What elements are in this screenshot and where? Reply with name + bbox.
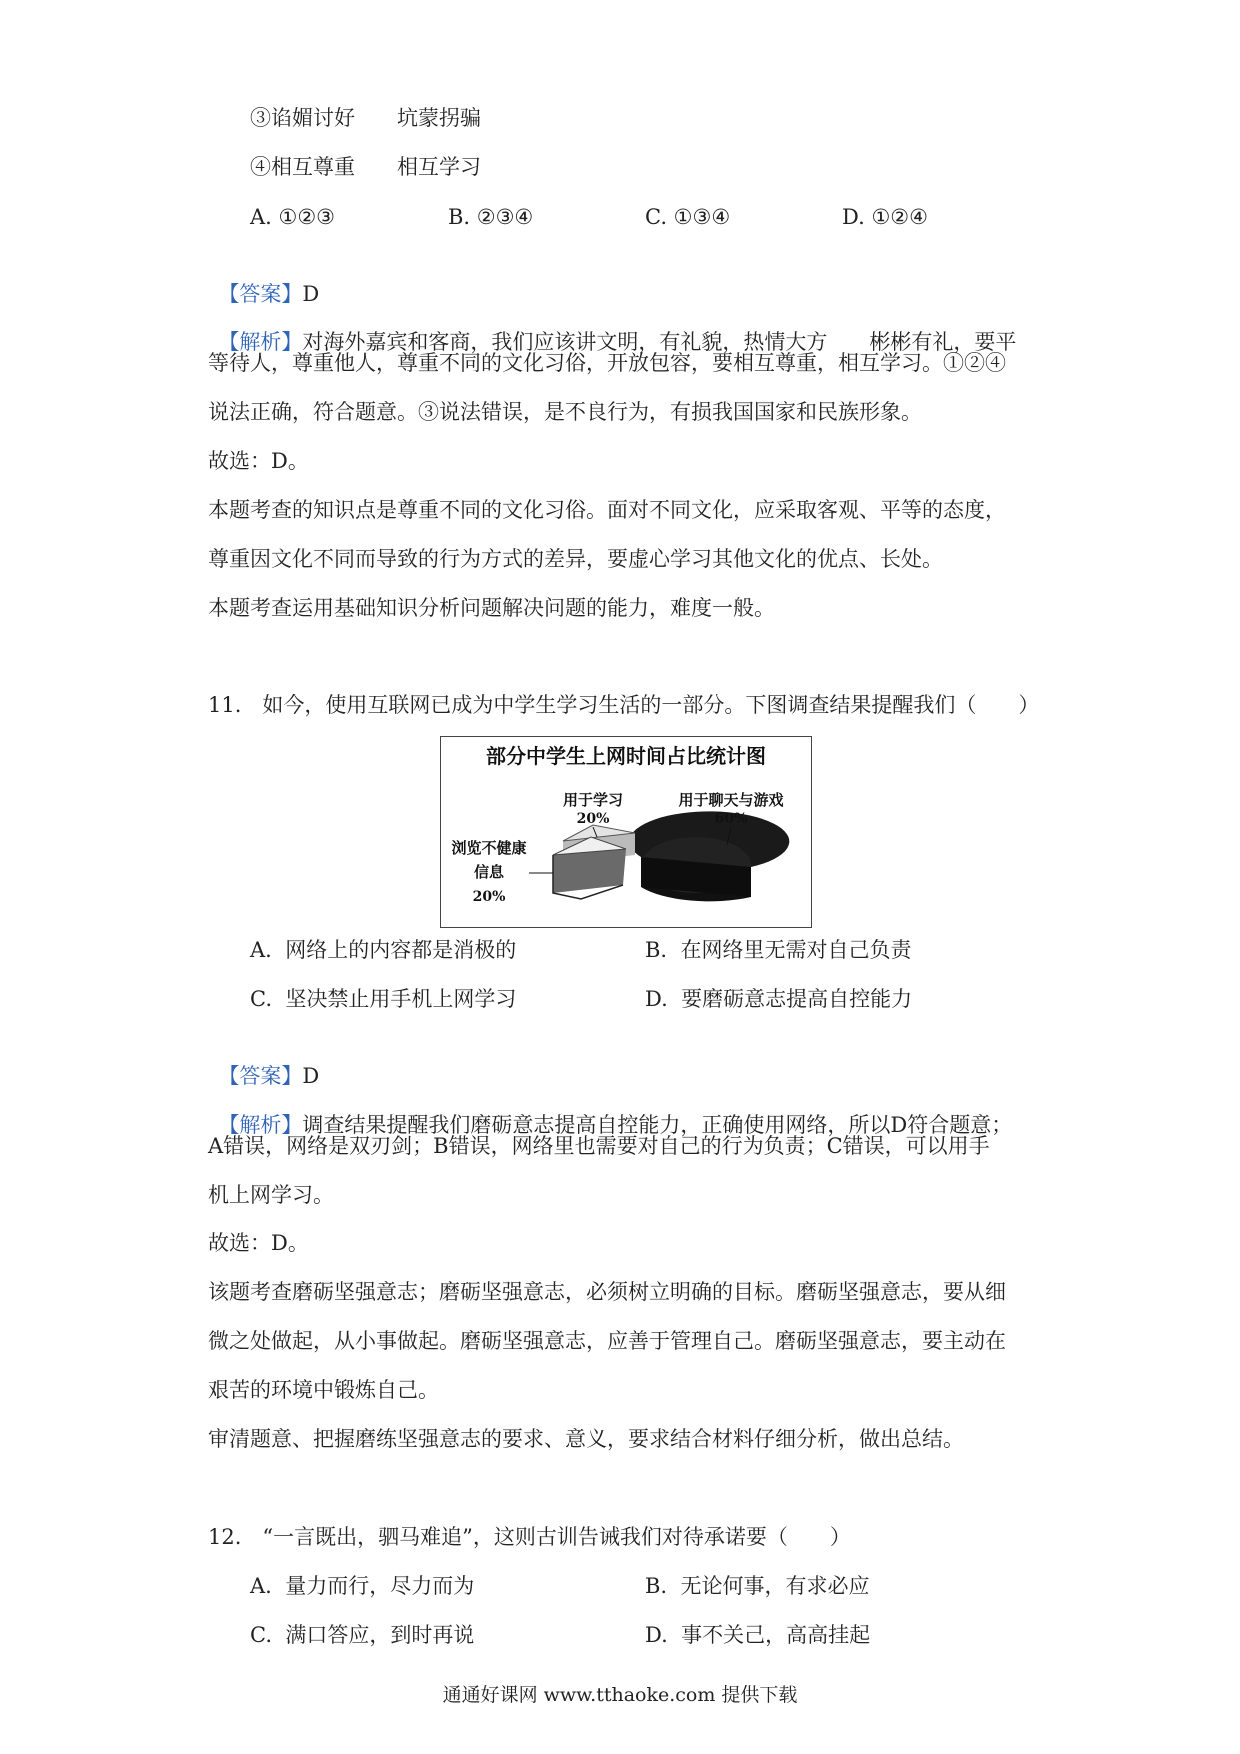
q11-note-1: 该题考查磨砺坚强意志；磨砺坚强意志，必须树立明确的目标。磨砺坚强意志，要从细	[208, 1280, 1006, 1304]
q10-note-2: 尊重因文化不同而导致的行为方式的差异，要虚心学习其他文化的优点、长处。	[208, 547, 943, 571]
q10-choose: 故选：D。	[208, 449, 309, 473]
q10-analysis-line-2: 等待人，尊重他人，尊重不同的文化习俗，开放包容，要相互尊重，相互学习。①②④	[208, 351, 1006, 375]
analysis-tag: 【解析】	[218, 1113, 303, 1137]
q11-answer-line	[205, 1034, 319, 1090]
q11-choice-b: B. 在网络里无需对自己负责	[645, 938, 912, 962]
page-footer: 通通好课网 www.tthaoke.com 提供下载	[442, 1684, 798, 1706]
q11-note-4: 审清题意、把握磨练坚强意志的要求、意义，要求结合材料仔细分析，做出总结。	[208, 1427, 964, 1451]
slice-chat-games	[629, 811, 789, 901]
chart-title: 部分中学生上网时间占比统计图	[486, 746, 766, 768]
q12-choice-b: B. 无论何事，有求必应	[645, 1574, 870, 1598]
label-study: 用于学习	[562, 791, 624, 809]
q11-choice-d: D. 要磨砺意志提高自控能力	[645, 987, 913, 1011]
answer-tag: 【答案】	[218, 1064, 303, 1088]
q10-analysis-line-3: 说法正确，符合题意。③说法错误，是不良行为，有损我国国家和民族形象。	[208, 400, 922, 424]
q11-analysis-line-1	[205, 1083, 1012, 1139]
answer-value: D	[302, 1064, 320, 1088]
value-chat-games: 60%	[714, 811, 748, 827]
q10-note-3: 本题考查运用基础知识分析问题解决问题的能力，难度一般。	[208, 596, 775, 620]
q10-choice-a: A. ①②③	[250, 205, 335, 229]
q11-analysis-line-2: A错误，网络是双刃剑；B错误，网络里也需要对自己的行为负责；C错误，可以用手	[208, 1134, 990, 1158]
analysis-text: 对海外嘉宾和客商，我们应该讲文明，有礼貌，热情大方 彬彬有礼，要平	[302, 330, 1017, 354]
q11-note-3: 艰苦的环境中锻炼自己。	[208, 1378, 439, 1402]
q12-choice-a: A. 量力而行，尽力而为	[250, 1574, 475, 1598]
answer-value: D	[302, 282, 320, 306]
q11-choose: 故选：D。	[208, 1231, 309, 1255]
pie-chart	[440, 736, 812, 928]
q10-choice-b: B. ②③④	[448, 205, 534, 229]
q11-stem: 11. 如今，使用互联网已成为中学生学习生活的一部分。下图调查结果提醒我们（ ）	[208, 693, 1040, 717]
q12-choice-d: D. 事不关己，高高挂起	[645, 1623, 871, 1647]
label-chat-games: 用于聊天与游戏	[678, 791, 784, 809]
label-unhealthy-2: 信息	[473, 863, 505, 881]
q11-analysis-line-3: 机上网学习。	[208, 1183, 334, 1207]
q12-choice-c: C. 满口答应，到时再说	[250, 1623, 475, 1647]
q10-option-4: ④相互尊重 相互学习	[250, 155, 481, 179]
analysis-text: 调查结果提醒我们磨砺意志提高自控能力，正确使用网络，所以D符合题意；	[302, 1113, 1013, 1137]
q10-analysis-line-1	[205, 300, 1016, 356]
value-study: 20%	[576, 811, 610, 827]
q10-note-1: 本题考查的知识点是尊重不同的文化习俗。面对不同文化，应采取客观、平等的态度，	[208, 498, 1006, 522]
q11-note-2: 微之处做起，从小事做起。磨砺坚强意志，应善于管理自己。磨砺坚强意志，要主动在	[208, 1329, 1006, 1353]
pie-chart-svg	[441, 737, 811, 927]
answer-tag: 【答案】	[218, 282, 303, 306]
q11-choice-c: C. 坚决禁止用手机上网学习	[250, 987, 517, 1011]
q11-choice-a: A. 网络上的内容都是消极的	[250, 938, 517, 962]
q12-stem: 12. “一言既出，驷马难追”，这则古训告诫我们对待承诺要（ ）	[208, 1525, 851, 1549]
q10-choice-d: D. ①②④	[842, 205, 928, 229]
value-unhealthy: 20%	[472, 889, 506, 905]
label-unhealthy-1: 浏览不健康	[451, 839, 527, 857]
q10-choice-c: C. ①③④	[645, 205, 731, 229]
analysis-tag: 【解析】	[218, 330, 303, 354]
q10-option-3: ③谄媚讨好 坑蒙拐骗	[250, 106, 481, 130]
